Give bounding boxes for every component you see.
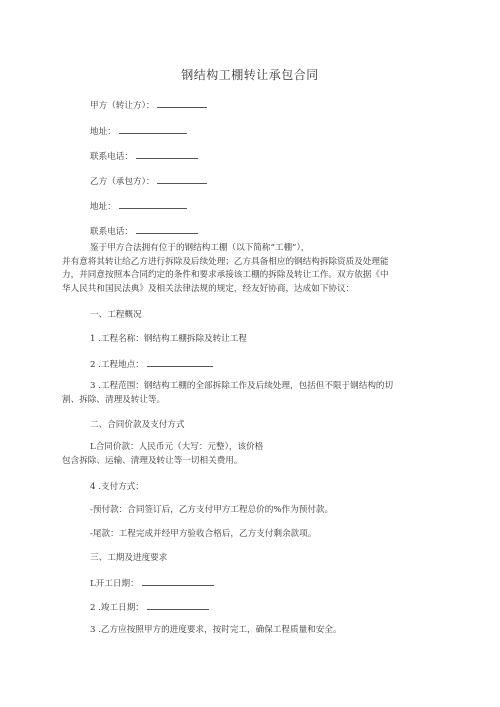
- party-a-label: 甲方（转让方）：: [90, 101, 155, 111]
- document-title: 钢结构工棚转让承包合同: [181, 68, 319, 82]
- party-a-address-line: [90, 125, 187, 138]
- party-a-address-label: 地址：: [90, 127, 116, 137]
- intro-line-1: 鉴于甲方合法拥有位于的钢结构工棚（以下简称“工棚”），: [90, 243, 310, 253]
- section-1-item-3-line-2: 割、拆除、清理及转让等。: [62, 394, 166, 405]
- intro-line-4: 华人民共和国民法典》及相关法律法规的规定，经友好协商，达成如下协议：: [62, 283, 355, 294]
- party-b-label: 乙方（承包方）：: [90, 177, 155, 187]
- party-b-phone-label: 联系电话：: [90, 227, 133, 237]
- section-2-item-4: 4 .支付方式：: [90, 482, 144, 492]
- section-2-item-1-line-2: 包含拆除、运输、清理及转让等一切相关费用。: [62, 455, 243, 466]
- party-b-blank: [157, 175, 207, 184]
- party-b-address-line: [90, 200, 187, 213]
- intro-line-2: 并有意将其转让给乙方进行拆除及后续处理；乙方具备相应的钢结构拆除资质及处理能: [62, 256, 389, 267]
- intro-line-3: 力，并同意按照本合同约定的条件和要求承接该工棚的拆除及转让工作。双方依据《中: [62, 270, 389, 280]
- prepayment-line: -预付款：合同签订后，乙方支付甲方工程总价的%作为预付款。: [90, 505, 334, 515]
- party-a-phone-line: [90, 150, 198, 163]
- start-date-label: L开工日期：: [90, 579, 139, 589]
- start-date-line: [90, 577, 214, 590]
- party-b-address-blank: [119, 200, 187, 209]
- section-2-heading: 二、合同价款及支付方式: [90, 420, 185, 430]
- end-date-line: [90, 601, 209, 614]
- section-1-item-2-label: 2 .工程地点：: [90, 360, 144, 370]
- end-date-label: 2 .竣工日期：: [90, 603, 144, 613]
- section-1-item-3-line-1: 3 .工程范围：钢结构工棚的全部拆除工作及后续处理，包括但不限于钢结构的切: [90, 381, 394, 391]
- party-a-line: [90, 99, 207, 112]
- party-b-phone-line: [90, 225, 198, 238]
- final-payment-line: -尾款：工程完成并经甲方验收合格后，乙方支付剩余款项。: [90, 529, 317, 539]
- section-2-item-1-line-1: L合同价款：人民币元（大写：元整），该价格: [90, 442, 264, 452]
- section-3-heading: 三、工期及进度要求: [90, 553, 168, 563]
- party-b-address-label: 地址：: [90, 202, 116, 212]
- section-1-item-2-line: [90, 358, 213, 371]
- section-1-heading: 一、工程概况: [90, 310, 142, 320]
- end-date-blank: [147, 601, 209, 610]
- section-2-item-1: [62, 441, 442, 468]
- party-b-line: [90, 175, 207, 188]
- start-date-blank: [142, 577, 214, 586]
- section-1-item-3: [62, 380, 442, 407]
- party-a-phone-label: 联系电话：: [90, 152, 133, 162]
- party-a-address-blank: [119, 125, 187, 134]
- section-3-item-3: 3 .乙方应按照甲方的进度要求，按时完工，确保工程质量和安全。: [90, 625, 342, 635]
- party-b-phone-blank: [136, 225, 198, 234]
- party-a-phone-blank: [136, 150, 198, 159]
- party-a-blank: [157, 99, 207, 108]
- location-blank: [147, 358, 213, 367]
- intro-paragraph: [62, 242, 442, 296]
- section-1-item-1: 1 .工程名称：钢结构工棚拆除及转让工程: [90, 334, 248, 344]
